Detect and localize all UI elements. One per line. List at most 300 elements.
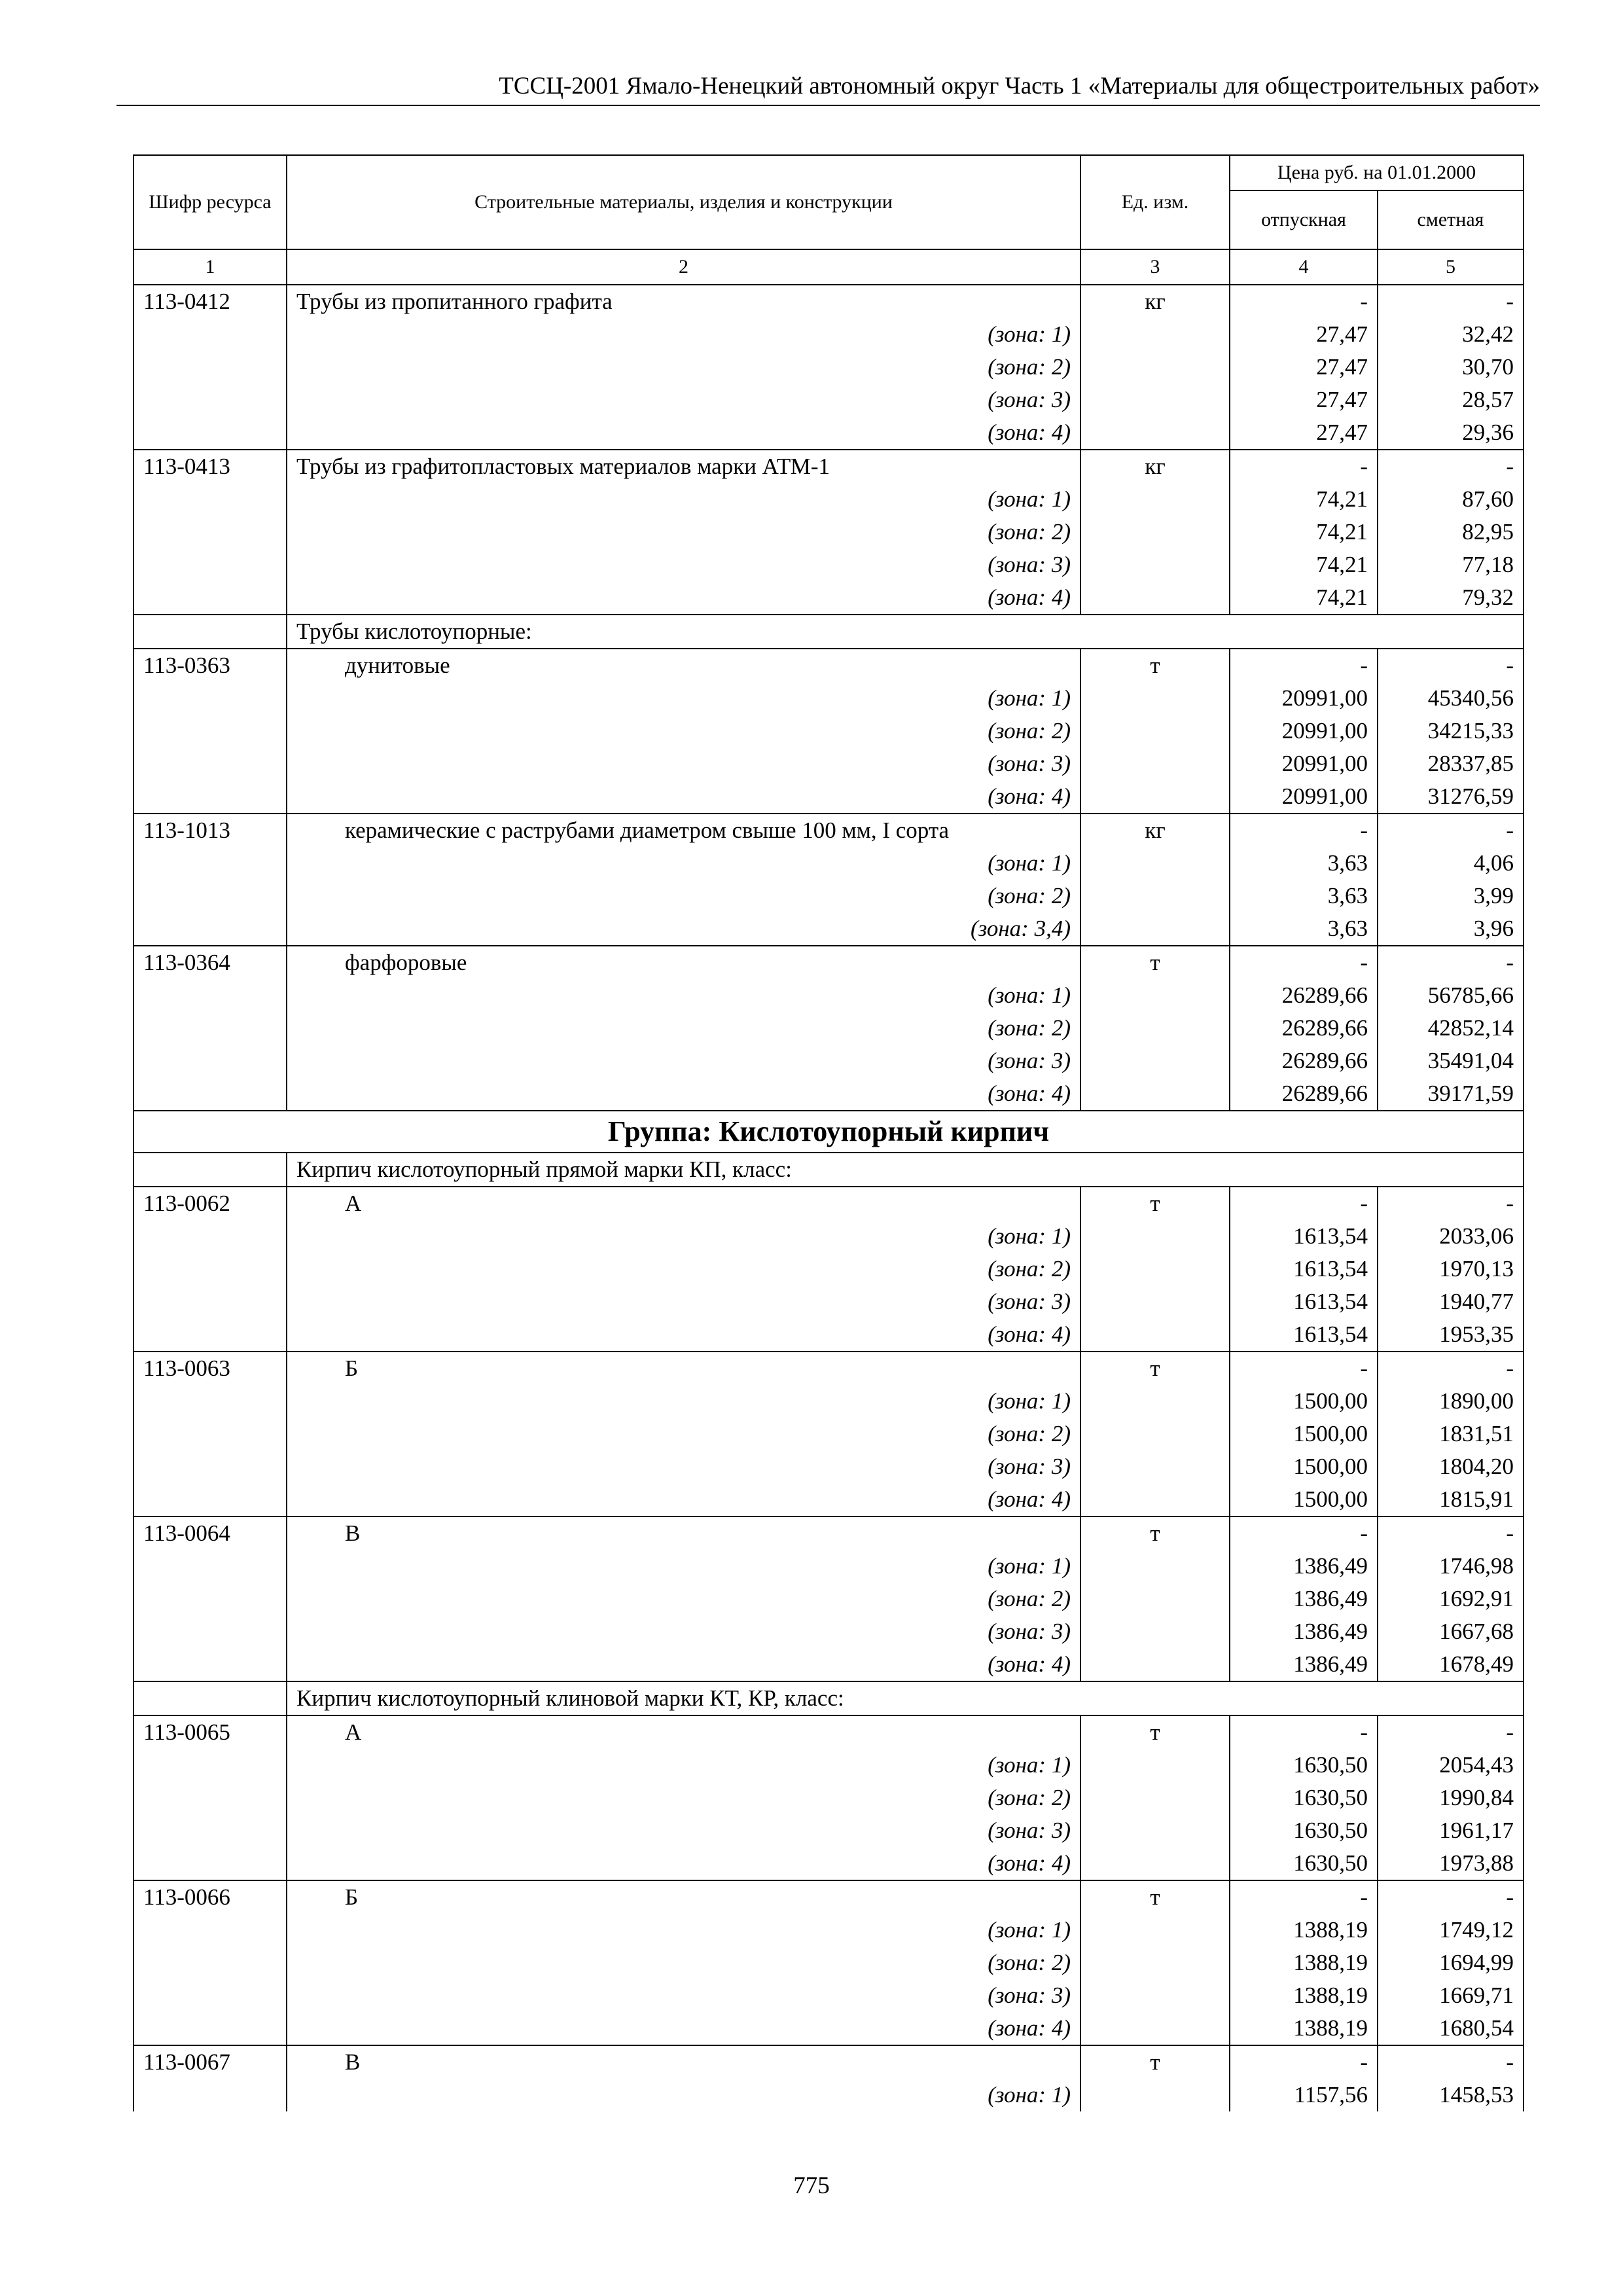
zone-label: (зона: 1): [287, 1220, 1080, 1253]
unit-cell: [1080, 1220, 1230, 1253]
zone-label: (зона: 2): [287, 880, 1080, 912]
code-cell: [134, 2079, 287, 2111]
code-cell: [134, 318, 287, 351]
code-cell: [134, 1077, 287, 1111]
zone-label: (зона: 2): [287, 715, 1080, 747]
material-name: Б: [287, 1352, 1080, 1385]
estimate-price: -: [1378, 285, 1524, 318]
estimate-price: -: [1378, 1880, 1524, 1914]
zone-row: [134, 1483, 1524, 1516]
unit-cell: [1080, 2012, 1230, 2045]
table-row: [134, 450, 1524, 483]
unit-cell: кг: [1080, 450, 1230, 483]
code-cell: [134, 1450, 287, 1483]
release-price: 1500,00: [1230, 1385, 1378, 1418]
code-cell: [134, 1814, 287, 1847]
release-price: -: [1230, 1715, 1378, 1749]
unit-cell: [1080, 1749, 1230, 1782]
release-price: 1500,00: [1230, 1483, 1378, 1516]
release-price: 3,63: [1230, 847, 1378, 880]
release-price: -: [1230, 814, 1378, 847]
estimate-price: 1667,68: [1378, 1615, 1524, 1648]
release-price: 26289,66: [1230, 1077, 1378, 1111]
table-row: [134, 814, 1524, 847]
zone-label: (зона: 4): [287, 416, 1080, 450]
release-price: 74,21: [1230, 548, 1378, 581]
resource-code: 113-0063: [134, 1352, 287, 1385]
unit-cell: т: [1080, 1715, 1230, 1749]
zone-row: [134, 1253, 1524, 1285]
zone-row: [134, 1847, 1524, 1880]
code-cell: [134, 1550, 287, 1583]
estimate-price: 1678,49: [1378, 1648, 1524, 1681]
release-price: 26289,66: [1230, 1045, 1378, 1077]
unit-cell: [1080, 1385, 1230, 1418]
code-cell: [134, 847, 287, 880]
zone-label: (зона: 1): [287, 1385, 1080, 1418]
code-cell: [134, 1583, 287, 1615]
unit-cell: [1080, 581, 1230, 615]
estimate-price: -: [1378, 1187, 1524, 1220]
code-cell: [134, 2012, 287, 2045]
release-price: 27,47: [1230, 318, 1378, 351]
col-number: 2: [287, 249, 1080, 285]
estimate-price: 30,70: [1378, 351, 1524, 384]
zone-row: [134, 2012, 1524, 2045]
estimate-price: 31276,59: [1378, 780, 1524, 814]
unit-cell: [1080, 979, 1230, 1012]
unit-cell: [1080, 384, 1230, 416]
code-cell: [134, 979, 287, 1012]
release-price: 1500,00: [1230, 1450, 1378, 1483]
zone-label: (зона: 1): [287, 682, 1080, 715]
release-price: 1386,49: [1230, 1583, 1378, 1615]
code-cell: [134, 880, 287, 912]
table-row: [134, 1187, 1524, 1220]
zone-label: (зона: 3,4): [287, 912, 1080, 946]
release-price: -: [1230, 1352, 1378, 1385]
estimate-price: -: [1378, 649, 1524, 682]
zone-label: (зона: 1): [287, 1914, 1080, 1946]
unit-cell: [1080, 715, 1230, 747]
code-cell: [134, 1385, 287, 1418]
zone-row: [134, 1450, 1524, 1483]
page-number: 775: [793, 2172, 830, 2199]
release-price: 20991,00: [1230, 747, 1378, 780]
unit-cell: т: [1080, 1516, 1230, 1550]
release-price: 1630,50: [1230, 1782, 1378, 1814]
zone-row: [134, 1285, 1524, 1318]
material-name: керамические с раструбами диаметром свыше 100 мм, I сорта: [287, 814, 1080, 847]
unit-cell: [1080, 1012, 1230, 1045]
release-price: 1613,54: [1230, 1220, 1378, 1253]
estimate-price: -: [1378, 450, 1524, 483]
unit-cell: т: [1080, 649, 1230, 682]
zone-label: (зона: 1): [287, 2079, 1080, 2111]
code-cell: [134, 483, 287, 516]
unit-cell: т: [1080, 1352, 1230, 1385]
zone-label: (зона: 2): [287, 1782, 1080, 1814]
zone-row: [134, 1615, 1524, 1648]
code-cell: [134, 1483, 287, 1516]
resource-code: 113-0065: [134, 1715, 287, 1749]
unit-cell: [1080, 1418, 1230, 1450]
release-price: 3,63: [1230, 880, 1378, 912]
zone-label: (зона: 2): [287, 1012, 1080, 1045]
code-cell: [134, 384, 287, 416]
zone-row: [134, 880, 1524, 912]
estimate-price: 39171,59: [1378, 1077, 1524, 1111]
code-cell: [134, 1914, 287, 1946]
price-table: [133, 154, 1524, 2111]
resource-code: 113-0412: [134, 285, 287, 318]
code-cell: [134, 615, 287, 649]
estimate-price: 1680,54: [1378, 2012, 1524, 2045]
table-row: [134, 1352, 1524, 1385]
material-name: В: [287, 2045, 1080, 2079]
unit-cell: [1080, 1979, 1230, 2012]
zone-label: (зона: 3): [287, 548, 1080, 581]
zone-row: [134, 483, 1524, 516]
zone-row: [134, 548, 1524, 581]
code-cell: [134, 1318, 287, 1352]
col-number: 5: [1378, 249, 1524, 285]
zone-row: [134, 979, 1524, 1012]
code-cell: [134, 1153, 287, 1187]
zone-row: [134, 1220, 1524, 1253]
code-cell: [134, 1220, 287, 1253]
zone-row: [134, 780, 1524, 814]
col-header-unit: Ед. изм.: [1080, 155, 1230, 249]
zone-label: (зона: 4): [287, 2012, 1080, 2045]
zone-label: (зона: 2): [287, 1583, 1080, 1615]
code-cell: [134, 1946, 287, 1979]
estimate-price: 42852,14: [1378, 1012, 1524, 1045]
col-header-code: Шифр ресурса: [134, 155, 287, 249]
release-price: 3,63: [1230, 912, 1378, 946]
zone-row: [134, 1749, 1524, 1782]
col-header-name: Строительные материалы, изделия и конструкции: [287, 155, 1080, 249]
estimate-price: 56785,66: [1378, 979, 1524, 1012]
unit-cell: [1080, 1946, 1230, 1979]
zone-row: [134, 1418, 1524, 1450]
code-cell: [134, 1615, 287, 1648]
unit-cell: [1080, 1648, 1230, 1681]
material-name: дунитовые: [287, 649, 1080, 682]
zone-label: (зона: 2): [287, 1253, 1080, 1285]
release-price: 1613,54: [1230, 1253, 1378, 1285]
unit-cell: [1080, 548, 1230, 581]
zone-label: (зона: 4): [287, 1847, 1080, 1880]
col-header-estimate-price: сметная: [1378, 190, 1524, 249]
unit-cell: [1080, 416, 1230, 450]
release-price: 1630,50: [1230, 1847, 1378, 1880]
estimate-price: 1815,91: [1378, 1483, 1524, 1516]
table-row: [134, 285, 1524, 318]
table-row: [134, 2045, 1524, 2079]
unit-cell: [1080, 1450, 1230, 1483]
unit-cell: т: [1080, 2045, 1230, 2079]
zone-row: [134, 682, 1524, 715]
zone-label: (зона: 3): [287, 1814, 1080, 1847]
estimate-price: 34215,33: [1378, 715, 1524, 747]
zone-label: (зона: 2): [287, 516, 1080, 548]
estimate-price: 1692,91: [1378, 1583, 1524, 1615]
resource-code: 113-0363: [134, 649, 287, 682]
material-name: В: [287, 1516, 1080, 1550]
zone-label: (зона: 4): [287, 1483, 1080, 1516]
estimate-price: 1458,53: [1378, 2079, 1524, 2111]
estimate-price: 32,42: [1378, 318, 1524, 351]
estimate-price: 1694,99: [1378, 1946, 1524, 1979]
estimate-price: 28337,85: [1378, 747, 1524, 780]
release-price: -: [1230, 1187, 1378, 1220]
resource-code: 113-0066: [134, 1880, 287, 1914]
code-cell: [134, 1012, 287, 1045]
release-price: -: [1230, 1880, 1378, 1914]
col-number: 4: [1230, 249, 1378, 285]
estimate-price: 1831,51: [1378, 1418, 1524, 1450]
zone-label: (зона: 2): [287, 1946, 1080, 1979]
estimate-price: 1961,17: [1378, 1814, 1524, 1847]
unit-cell: т: [1080, 1880, 1230, 1914]
unit-cell: [1080, 1583, 1230, 1615]
resource-code: 113-0413: [134, 450, 287, 483]
col-number: 3: [1080, 249, 1230, 285]
release-price: 1388,19: [1230, 1979, 1378, 2012]
material-name: Трубы из пропитанного графита: [287, 285, 1080, 318]
zone-label: (зона: 4): [287, 581, 1080, 615]
running-header: ТССЦ-2001 Ямало-Ненецкий автономный округ Часть 1 «Материалы для общестроительных работ»: [499, 73, 1540, 99]
resource-code: 113-0064: [134, 1516, 287, 1550]
estimate-price: 79,32: [1378, 581, 1524, 615]
code-cell: [134, 416, 287, 450]
zone-row: [134, 516, 1524, 548]
release-price: 27,47: [1230, 351, 1378, 384]
zone-row: [134, 1946, 1524, 1979]
code-cell: [134, 1847, 287, 1880]
material-name: Б: [287, 1880, 1080, 1914]
code-cell: [134, 581, 287, 615]
code-cell: [134, 1285, 287, 1318]
release-price: 1630,50: [1230, 1814, 1378, 1847]
release-price: 27,47: [1230, 384, 1378, 416]
release-price: -: [1230, 946, 1378, 979]
code-cell: [134, 1782, 287, 1814]
zone-row: [134, 384, 1524, 416]
table-row: [134, 649, 1524, 682]
group-heading: Группа: Кислотоупорный кирпич: [134, 1111, 1524, 1153]
unit-cell: [1080, 912, 1230, 946]
resource-code: 113-0062: [134, 1187, 287, 1220]
zone-label: (зона: 1): [287, 318, 1080, 351]
release-price: -: [1230, 1516, 1378, 1550]
zone-row: [134, 912, 1524, 946]
zone-label: (зона: 3): [287, 1045, 1080, 1077]
material-name: А: [287, 1187, 1080, 1220]
zone-label: (зона: 3): [287, 1979, 1080, 2012]
unit-cell: [1080, 1914, 1230, 1946]
estimate-price: 1940,77: [1378, 1285, 1524, 1318]
estimate-price: -: [1378, 1352, 1524, 1385]
zone-label: (зона: 3): [287, 1450, 1080, 1483]
zone-label: (зона: 3): [287, 384, 1080, 416]
zone-row: [134, 2079, 1524, 2111]
release-price: -: [1230, 2045, 1378, 2079]
zone-label: (зона: 4): [287, 780, 1080, 814]
zone-row: [134, 715, 1524, 747]
zone-row: [134, 1385, 1524, 1418]
unit-cell: [1080, 880, 1230, 912]
unit-cell: т: [1080, 1187, 1230, 1220]
estimate-price: 1970,13: [1378, 1253, 1524, 1285]
zone-label: (зона: 2): [287, 351, 1080, 384]
resource-code: 113-1013: [134, 814, 287, 847]
subheading-row: [134, 615, 1524, 649]
unit-cell: [1080, 780, 1230, 814]
subheading-row: [134, 1681, 1524, 1715]
zone-label: (зона: 1): [287, 1749, 1080, 1782]
estimate-price: 1973,88: [1378, 1847, 1524, 1880]
code-cell: [134, 1253, 287, 1285]
col-header-price: Цена руб. на 01.01.2000: [1230, 155, 1524, 190]
release-price: -: [1230, 285, 1378, 318]
estimate-price: 45340,56: [1378, 682, 1524, 715]
material-name: фарфоровые: [287, 946, 1080, 979]
zone-label: (зона: 2): [287, 1418, 1080, 1450]
zone-label: (зона: 1): [287, 1550, 1080, 1583]
code-cell: [134, 1979, 287, 2012]
code-cell: [134, 516, 287, 548]
unit-cell: [1080, 1253, 1230, 1285]
estimate-price: 1669,71: [1378, 1979, 1524, 2012]
estimate-price: 3,99: [1378, 880, 1524, 912]
release-price: -: [1230, 649, 1378, 682]
code-cell: [134, 1749, 287, 1782]
zone-row: [134, 416, 1524, 450]
unit-cell: [1080, 1814, 1230, 1847]
release-price: 26289,66: [1230, 979, 1378, 1012]
zone-label: (зона: 4): [287, 1648, 1080, 1681]
code-cell: [134, 715, 287, 747]
table-row: [134, 1516, 1524, 1550]
estimate-price: -: [1378, 814, 1524, 847]
release-price: -: [1230, 450, 1378, 483]
unit-cell: [1080, 682, 1230, 715]
estimate-price: 82,95: [1378, 516, 1524, 548]
zone-row: [134, 1583, 1524, 1615]
release-price: 1157,56: [1230, 2079, 1378, 2111]
estimate-price: 2033,06: [1378, 1220, 1524, 1253]
unit-cell: [1080, 1782, 1230, 1814]
release-price: 1388,19: [1230, 1914, 1378, 1946]
release-price: 74,21: [1230, 483, 1378, 516]
unit-cell: [1080, 1847, 1230, 1880]
zone-label: (зона: 3): [287, 1285, 1080, 1318]
group-heading-row: [134, 1111, 1524, 1153]
release-price: 1386,49: [1230, 1648, 1378, 1681]
code-cell: [134, 1648, 287, 1681]
estimate-price: 1749,12: [1378, 1914, 1524, 1946]
code-cell: [134, 682, 287, 715]
material-name: А: [287, 1715, 1080, 1749]
zone-row: [134, 581, 1524, 615]
estimate-price: 87,60: [1378, 483, 1524, 516]
unit-cell: [1080, 1483, 1230, 1516]
release-price: 1388,19: [1230, 1946, 1378, 1979]
unit-cell: [1080, 1615, 1230, 1648]
release-price: 1500,00: [1230, 1418, 1378, 1450]
release-price: 74,21: [1230, 516, 1378, 548]
zone-row: [134, 1814, 1524, 1847]
zone-row: [134, 1012, 1524, 1045]
unit-cell: т: [1080, 946, 1230, 979]
price-table-body: [134, 285, 1524, 2111]
release-price: 20991,00: [1230, 715, 1378, 747]
release-price: 26289,66: [1230, 1012, 1378, 1045]
release-price: 27,47: [1230, 416, 1378, 450]
zone-row: [134, 747, 1524, 780]
estimate-price: 4,06: [1378, 847, 1524, 880]
unit-cell: кг: [1080, 285, 1230, 318]
col-number: 1: [134, 249, 287, 285]
release-price: 1386,49: [1230, 1550, 1378, 1583]
resource-code: 113-0364: [134, 946, 287, 979]
code-cell: [134, 1045, 287, 1077]
header-rule: [116, 105, 1540, 106]
unit-cell: [1080, 351, 1230, 384]
estimate-price: 2054,43: [1378, 1749, 1524, 1782]
estimate-price: 35491,04: [1378, 1045, 1524, 1077]
zone-row: [134, 1648, 1524, 1681]
code-cell: [134, 1681, 287, 1715]
table-row: [134, 946, 1524, 979]
estimate-price: 1746,98: [1378, 1550, 1524, 1583]
zone-label: (зона: 3): [287, 1615, 1080, 1648]
estimate-price: 28,57: [1378, 384, 1524, 416]
subheading-row: [134, 1153, 1524, 1187]
unit-cell: [1080, 747, 1230, 780]
material-name: Трубы из графитопластовых материалов марки АТМ-1: [287, 450, 1080, 483]
zone-row: [134, 1077, 1524, 1111]
release-price: 1613,54: [1230, 1318, 1378, 1352]
zone-row: [134, 1550, 1524, 1583]
zone-row: [134, 351, 1524, 384]
unit-cell: [1080, 1285, 1230, 1318]
release-price: 1388,19: [1230, 2012, 1378, 2045]
zone-row: [134, 1318, 1524, 1352]
estimate-price: 1804,20: [1378, 1450, 1524, 1483]
unit-cell: [1080, 1077, 1230, 1111]
code-cell: [134, 351, 287, 384]
zone-label: (зона: 4): [287, 1077, 1080, 1111]
unit-cell: [1080, 1550, 1230, 1583]
estimate-price: 1990,84: [1378, 1782, 1524, 1814]
unit-cell: [1080, 847, 1230, 880]
unit-cell: [1080, 2079, 1230, 2111]
table-row: [134, 1715, 1524, 1749]
release-price: 20991,00: [1230, 780, 1378, 814]
zone-row: [134, 1914, 1524, 1946]
estimate-price: 1953,35: [1378, 1318, 1524, 1352]
zone-label: (зона: 1): [287, 979, 1080, 1012]
unit-cell: [1080, 1045, 1230, 1077]
unit-cell: [1080, 318, 1230, 351]
zone-row: [134, 1782, 1524, 1814]
zone-row: [134, 1979, 1524, 2012]
zone-label: (зона: 1): [287, 847, 1080, 880]
estimate-price: 77,18: [1378, 548, 1524, 581]
